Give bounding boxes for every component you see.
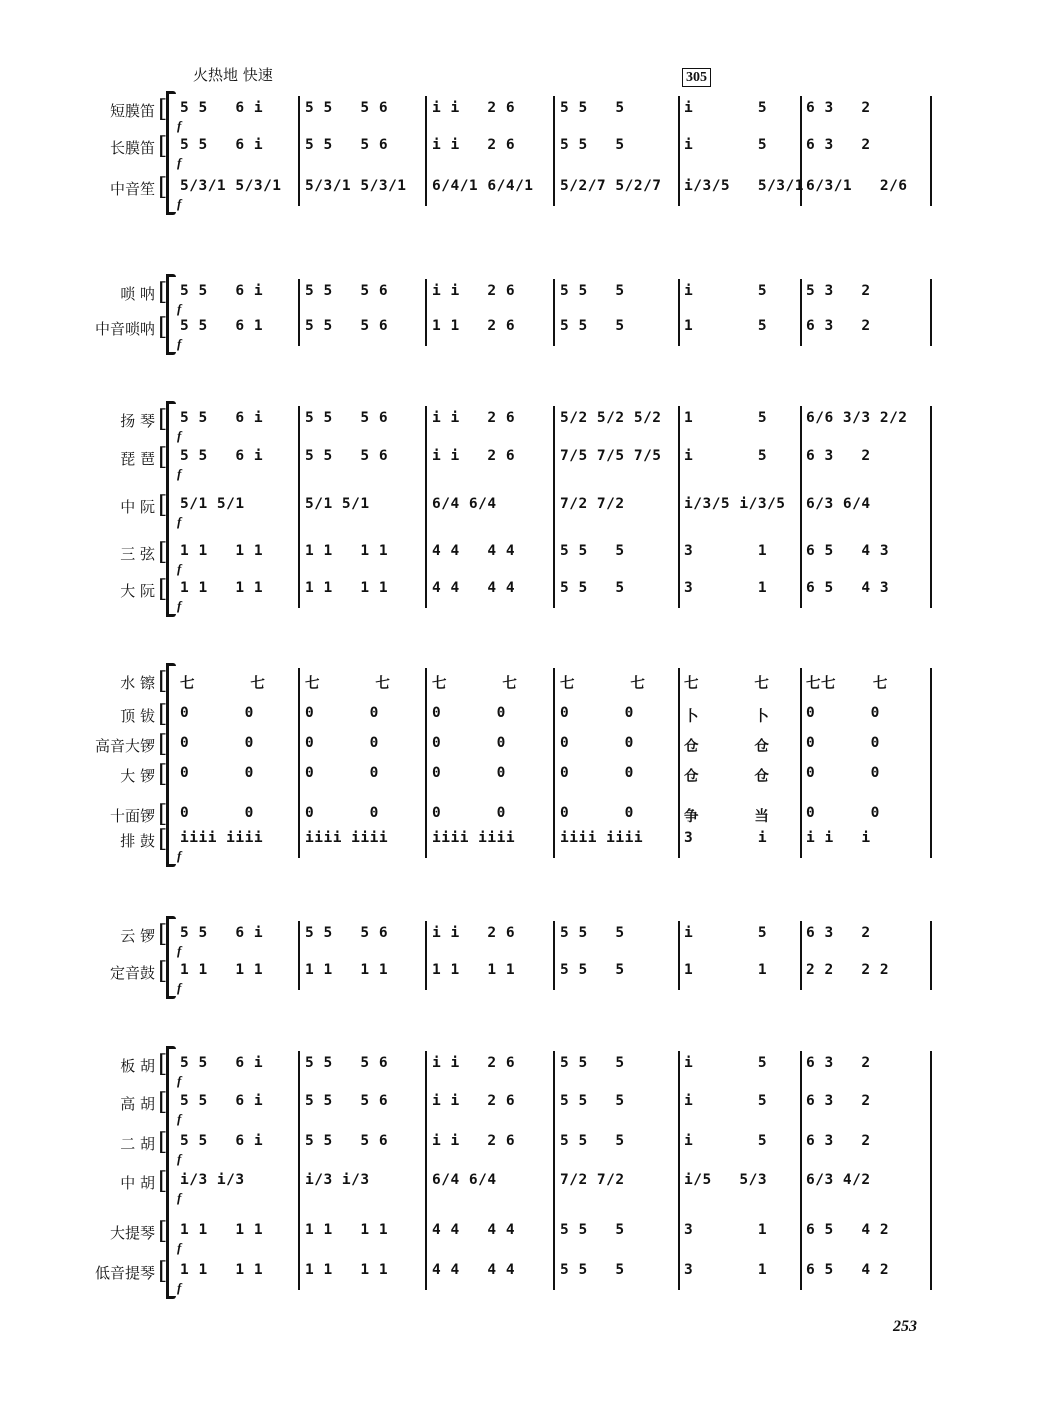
measure: 5 5 5 xyxy=(560,283,625,299)
measure: 0 0 xyxy=(305,735,379,751)
measure: 6 5 4 2 xyxy=(806,1262,890,1278)
dynamic-forte: f xyxy=(177,466,182,481)
measure: 6 5 4 3 xyxy=(806,580,890,596)
instrument-row xyxy=(0,538,1040,576)
measure: 5 5 6 1 xyxy=(180,318,264,334)
measure: 1 1 1 1 xyxy=(180,962,264,978)
measure: 5 5 5 xyxy=(560,962,625,978)
instrument-row xyxy=(0,443,1040,481)
measure: 1 1 xyxy=(684,962,768,978)
instrument-name: 大 锣 xyxy=(120,767,155,785)
dynamic-forte: f xyxy=(177,598,182,613)
dynamic-forte: f xyxy=(177,155,182,170)
instrument-name: 琵 琶 xyxy=(120,450,155,468)
measure: 0 0 xyxy=(305,705,379,721)
measure: 0 0 xyxy=(432,705,506,721)
measure: 仓 仓 xyxy=(684,739,770,755)
measure: 3 i xyxy=(684,830,768,846)
measure: 6/4 6/4 xyxy=(432,496,497,512)
measure: 七 七 xyxy=(684,676,770,692)
measure: 1 1 1 1 xyxy=(180,543,264,559)
measure: i/3 i/3 xyxy=(305,1172,370,1188)
measure: 6 3 2 xyxy=(806,137,871,153)
measure: 5 5 5 6 xyxy=(305,137,389,153)
measure: i i 2 6 xyxy=(432,1133,516,1149)
measure: iiii iiii xyxy=(432,830,516,846)
barline xyxy=(553,1051,555,1290)
dynamic-forte: f xyxy=(177,118,182,133)
barline xyxy=(678,1051,680,1290)
measure: 1 1 1 1 xyxy=(180,580,264,596)
staff-bracket: [ xyxy=(158,1217,168,1245)
instrument-name: 大 阮 xyxy=(120,582,155,600)
instrument-name: 高音大锣 xyxy=(94,737,155,755)
measure: 5 5 6 i xyxy=(180,1133,264,1149)
measure: 6/4 6/4 xyxy=(432,1172,497,1188)
measure: i/3/5 5/3/1 xyxy=(684,178,804,194)
staff-bracket: [ xyxy=(158,278,168,306)
dynamic-forte: f xyxy=(177,1190,182,1205)
staff-bracket: [ xyxy=(158,825,168,853)
measure: 6/4/1 6/4/1 xyxy=(432,178,534,194)
staff-bracket: [ xyxy=(158,800,168,828)
measure: 6/6 3/3 2/2 xyxy=(806,410,908,426)
measure: 5 5 5 6 xyxy=(305,1133,389,1149)
measure: 6 3 2 xyxy=(806,925,871,941)
instrument-name: 板 胡 xyxy=(120,1057,155,1075)
staff-bracket: [ xyxy=(158,700,168,728)
measure: i i 2 6 xyxy=(432,925,516,941)
measure: i/3/5 i/3/5 xyxy=(684,496,786,512)
measure: 5 5 5 xyxy=(560,1093,625,1109)
measure: 2 2 2 2 xyxy=(806,962,890,978)
measure: 5 5 5 6 xyxy=(305,1055,389,1071)
measure: 5 5 6 i xyxy=(180,448,264,464)
measure: 5 5 6 i xyxy=(180,1093,264,1109)
measure: i i 2 6 xyxy=(432,410,516,426)
dynamic-forte: f xyxy=(177,336,182,351)
page-number: 253 xyxy=(893,1318,917,1335)
measure: 3 1 xyxy=(684,1222,768,1238)
instrument-name: 中 胡 xyxy=(120,1174,155,1192)
barline xyxy=(800,1051,802,1290)
staff-bracket: [ xyxy=(158,405,168,433)
measure: 0 0 xyxy=(806,805,880,821)
measure: i 5 xyxy=(684,100,768,116)
measure: 5 5 5 6 xyxy=(305,283,389,299)
measure: 7/2 7/2 xyxy=(560,1172,625,1188)
measure: 5 5 5 6 xyxy=(305,1093,389,1109)
measure: 5 5 6 i xyxy=(180,283,264,299)
dynamic-forte: f xyxy=(177,514,182,529)
dynamic-forte: f xyxy=(177,1240,182,1255)
measure: i/3 i/3 xyxy=(180,1172,245,1188)
staff-bracket: [ xyxy=(158,313,168,341)
measure: 5 5 5 xyxy=(560,1055,625,1071)
barline xyxy=(298,1051,300,1290)
measure: i 5 xyxy=(684,1133,768,1149)
measure: 7/2 7/2 xyxy=(560,496,625,512)
instrument-row xyxy=(0,920,1040,958)
measure: 0 0 xyxy=(560,705,634,721)
instrument-row xyxy=(0,700,1040,728)
dynamic-forte: f xyxy=(177,1280,182,1295)
rehearsal-mark: 305 xyxy=(682,68,711,87)
measure: i 5 xyxy=(684,1093,768,1109)
measure: 5 5 5 xyxy=(560,925,625,941)
tempo-marking: 火热地 快速 xyxy=(193,66,273,84)
measure: 0 0 xyxy=(806,735,880,751)
dynamic-forte: f xyxy=(177,1111,182,1126)
measure: i i 2 6 xyxy=(432,100,516,116)
measure: 4 4 4 4 xyxy=(432,1262,516,1278)
measure: 6 5 4 2 xyxy=(806,1222,890,1238)
measure: 5 5 5 6 xyxy=(305,925,389,941)
measure: i i 2 6 xyxy=(432,1055,516,1071)
staff-bracket: [ xyxy=(158,443,168,471)
measure: 5 5 5 6 xyxy=(305,448,389,464)
instrument-name: 中音唢呐 xyxy=(94,320,155,338)
measure: 3 1 xyxy=(684,543,768,559)
measure: 卜 卜 xyxy=(684,709,770,725)
measure: 5 5 5 xyxy=(560,580,625,596)
staff-bracket: [ xyxy=(158,667,168,695)
measure: 5 5 5 6 xyxy=(305,100,389,116)
instrument-name: 三 弦 xyxy=(120,545,155,563)
measure: 0 0 xyxy=(180,805,254,821)
measure: 5/3/1 5/3/1 xyxy=(305,178,407,194)
measure: i 5 xyxy=(684,137,768,153)
measure: 5 5 6 i xyxy=(180,925,264,941)
instrument-row xyxy=(0,278,1040,316)
measure: 5/1 5/1 xyxy=(180,496,245,512)
measure: 0 0 xyxy=(180,705,254,721)
staff-bracket: [ xyxy=(158,1257,168,1285)
measure: 4 4 4 4 xyxy=(432,580,516,596)
measure: i 5 xyxy=(684,1055,768,1071)
staff-bracket: [ xyxy=(158,1167,168,1195)
instrument-row xyxy=(0,825,1040,863)
staff-bracket: [ xyxy=(158,1128,168,1156)
instrument-name: 低音提琴 xyxy=(94,1264,155,1282)
instrument-name: 短膜笛 xyxy=(109,102,155,120)
measure: 6/3/1 2/6 xyxy=(806,178,908,194)
measure: 5 5 5 6 xyxy=(305,410,389,426)
measure: 0 0 xyxy=(180,765,254,781)
dynamic-forte: f xyxy=(177,561,182,576)
measure: 0 0 xyxy=(560,805,634,821)
instrument-name: 高 胡 xyxy=(120,1095,155,1113)
measure: 争 当 xyxy=(684,809,770,825)
staff-bracket: [ xyxy=(158,730,168,758)
barline xyxy=(930,1051,932,1290)
measure: 0 0 xyxy=(560,765,634,781)
measure: 5 3 2 xyxy=(806,283,871,299)
measure: iiii iiii xyxy=(560,830,644,846)
measure: 5/2/7 5/2/7 xyxy=(560,178,662,194)
instrument-row xyxy=(0,957,1040,995)
measure: 5 5 5 xyxy=(560,137,625,153)
measure: iiii iiii xyxy=(305,830,389,846)
barline xyxy=(425,1051,427,1290)
instrument-name: 排 鼓 xyxy=(120,832,155,850)
measure: 4 4 4 4 xyxy=(432,543,516,559)
instrument-row xyxy=(0,1167,1040,1205)
measure: 1 1 1 1 xyxy=(305,1262,389,1278)
staff-bracket: [ xyxy=(158,1088,168,1116)
instrument-row xyxy=(0,760,1040,788)
measure: 1 1 2 6 xyxy=(432,318,516,334)
staff-bracket: [ xyxy=(158,760,168,788)
measure: i/5 5/3 xyxy=(684,1172,768,1188)
measure: 0 0 xyxy=(806,765,880,781)
measure: 5 5 5 xyxy=(560,1262,625,1278)
measure: iiii iiii xyxy=(180,830,264,846)
measure: i i 2 6 xyxy=(432,448,516,464)
measure: 0 0 xyxy=(305,805,379,821)
instrument-row xyxy=(0,405,1040,443)
instrument-row xyxy=(0,575,1040,613)
staff-bracket: [ xyxy=(158,1050,168,1078)
measure: i 5 xyxy=(684,448,768,464)
measure: 0 0 xyxy=(432,735,506,751)
measure: 七 七 xyxy=(432,676,518,692)
measure: 5 5 5 xyxy=(560,100,625,116)
instrument-name: 中 阮 xyxy=(120,498,155,516)
measure: 6 5 4 3 xyxy=(806,543,890,559)
instrument-row xyxy=(0,95,1040,133)
instrument-row xyxy=(0,132,1040,170)
instrument-row xyxy=(0,1050,1040,1088)
measure: i i 2 6 xyxy=(432,1093,516,1109)
staff-bracket: [ xyxy=(158,173,168,201)
instrument-name: 十面锣 xyxy=(109,807,155,825)
staff-bracket: [ xyxy=(158,920,168,948)
instrument-name: 二 胡 xyxy=(120,1135,155,1153)
instrument-row xyxy=(0,1257,1040,1295)
measure: 6 3 2 xyxy=(806,448,871,464)
measure: 1 1 1 1 xyxy=(305,580,389,596)
measure: 5 5 6 i xyxy=(180,1055,264,1071)
measure: i 5 xyxy=(684,925,768,941)
instrument-row xyxy=(0,1088,1040,1126)
dynamic-forte: f xyxy=(177,943,182,958)
instrument-row xyxy=(0,667,1040,695)
measure: 5 5 5 xyxy=(560,1133,625,1149)
measure: 6 3 2 xyxy=(806,318,871,334)
instrument-name: 扬 琴 xyxy=(120,412,155,430)
measure: 0 0 xyxy=(560,735,634,751)
staff-bracket: [ xyxy=(158,957,168,985)
measure: 5/3/1 5/3/1 xyxy=(180,178,282,194)
measure: 6 3 2 xyxy=(806,1055,871,1071)
measure: i i i xyxy=(806,830,871,846)
measure: 1 1 1 1 xyxy=(432,962,516,978)
measure: 七 七 xyxy=(180,676,266,692)
instrument-row xyxy=(0,491,1040,529)
measure: 6/3 4/2 xyxy=(806,1172,871,1188)
measure: 仓 仓 xyxy=(684,769,770,785)
measure: 5/1 5/1 xyxy=(305,496,370,512)
measure: 0 0 xyxy=(305,765,379,781)
measure: 5 5 6 i xyxy=(180,410,264,426)
measure: 6/3 6/4 xyxy=(806,496,871,512)
measure: 0 0 xyxy=(806,705,880,721)
measure: i 5 xyxy=(684,283,768,299)
measure: 0 0 xyxy=(432,805,506,821)
measure: 4 4 4 4 xyxy=(432,1222,516,1238)
measure: 5 5 5 6 xyxy=(305,318,389,334)
staff-bracket: [ xyxy=(158,132,168,160)
dynamic-forte: f xyxy=(177,1151,182,1166)
measure: 1 1 1 1 xyxy=(305,962,389,978)
measure: 1 1 1 1 xyxy=(180,1262,264,1278)
measure: 0 0 xyxy=(180,735,254,751)
measure: 5 5 5 xyxy=(560,543,625,559)
measure: 5 5 6 i xyxy=(180,100,264,116)
measure: 1 5 xyxy=(684,318,768,334)
dynamic-forte: f xyxy=(177,1073,182,1088)
measure: i i 2 6 xyxy=(432,283,516,299)
instrument-row xyxy=(0,313,1040,351)
instrument-name: 大提琴 xyxy=(109,1224,155,1242)
measure: 7/5 7/5 7/5 xyxy=(560,448,662,464)
instrument-name: 水 镲 xyxy=(120,674,155,692)
measure: 七 七 xyxy=(560,676,646,692)
measure: 6 3 2 xyxy=(806,1093,871,1109)
measure: 3 1 xyxy=(684,580,768,596)
measure: 七七 七 xyxy=(806,676,888,692)
staff-bracket: [ xyxy=(158,575,168,603)
measure: 1 1 1 1 xyxy=(305,543,389,559)
staff-bracket: [ xyxy=(158,538,168,566)
measure: 0 0 xyxy=(432,765,506,781)
instrument-row xyxy=(0,1217,1040,1255)
measure: 七 七 xyxy=(305,676,391,692)
instrument-name: 中音笙 xyxy=(109,180,155,198)
instrument-row xyxy=(0,1128,1040,1166)
dynamic-forte: f xyxy=(177,301,182,316)
instrument-name: 长膜笛 xyxy=(109,139,155,157)
measure: 1 1 1 1 xyxy=(305,1222,389,1238)
measure: 6 3 2 xyxy=(806,1133,871,1149)
measure: 3 1 xyxy=(684,1262,768,1278)
measure: 1 5 xyxy=(684,410,768,426)
instrument-name: 定音鼓 xyxy=(109,964,155,982)
instrument-row xyxy=(0,730,1040,758)
instrument-name: 唢 呐 xyxy=(120,285,155,303)
measure: 1 1 1 1 xyxy=(180,1222,264,1238)
staff-bracket: [ xyxy=(158,95,168,123)
dynamic-forte: f xyxy=(177,980,182,995)
measure: 6 3 2 xyxy=(806,100,871,116)
instrument-name: 云 锣 xyxy=(120,927,155,945)
dynamic-forte: f xyxy=(177,428,182,443)
measure: 5 5 5 xyxy=(560,318,625,334)
measure: 5 5 6 i xyxy=(180,137,264,153)
staff-bracket: [ xyxy=(158,491,168,519)
measure: i i 2 6 xyxy=(432,137,516,153)
instrument-row xyxy=(0,173,1040,211)
measure: 5/2 5/2 5/2 xyxy=(560,410,662,426)
measure: 5 5 5 xyxy=(560,1222,625,1238)
dynamic-forte: f xyxy=(177,848,182,863)
instrument-name: 顶 钹 xyxy=(120,707,155,725)
instrument-row xyxy=(0,800,1040,828)
dynamic-forte: f xyxy=(177,196,182,211)
